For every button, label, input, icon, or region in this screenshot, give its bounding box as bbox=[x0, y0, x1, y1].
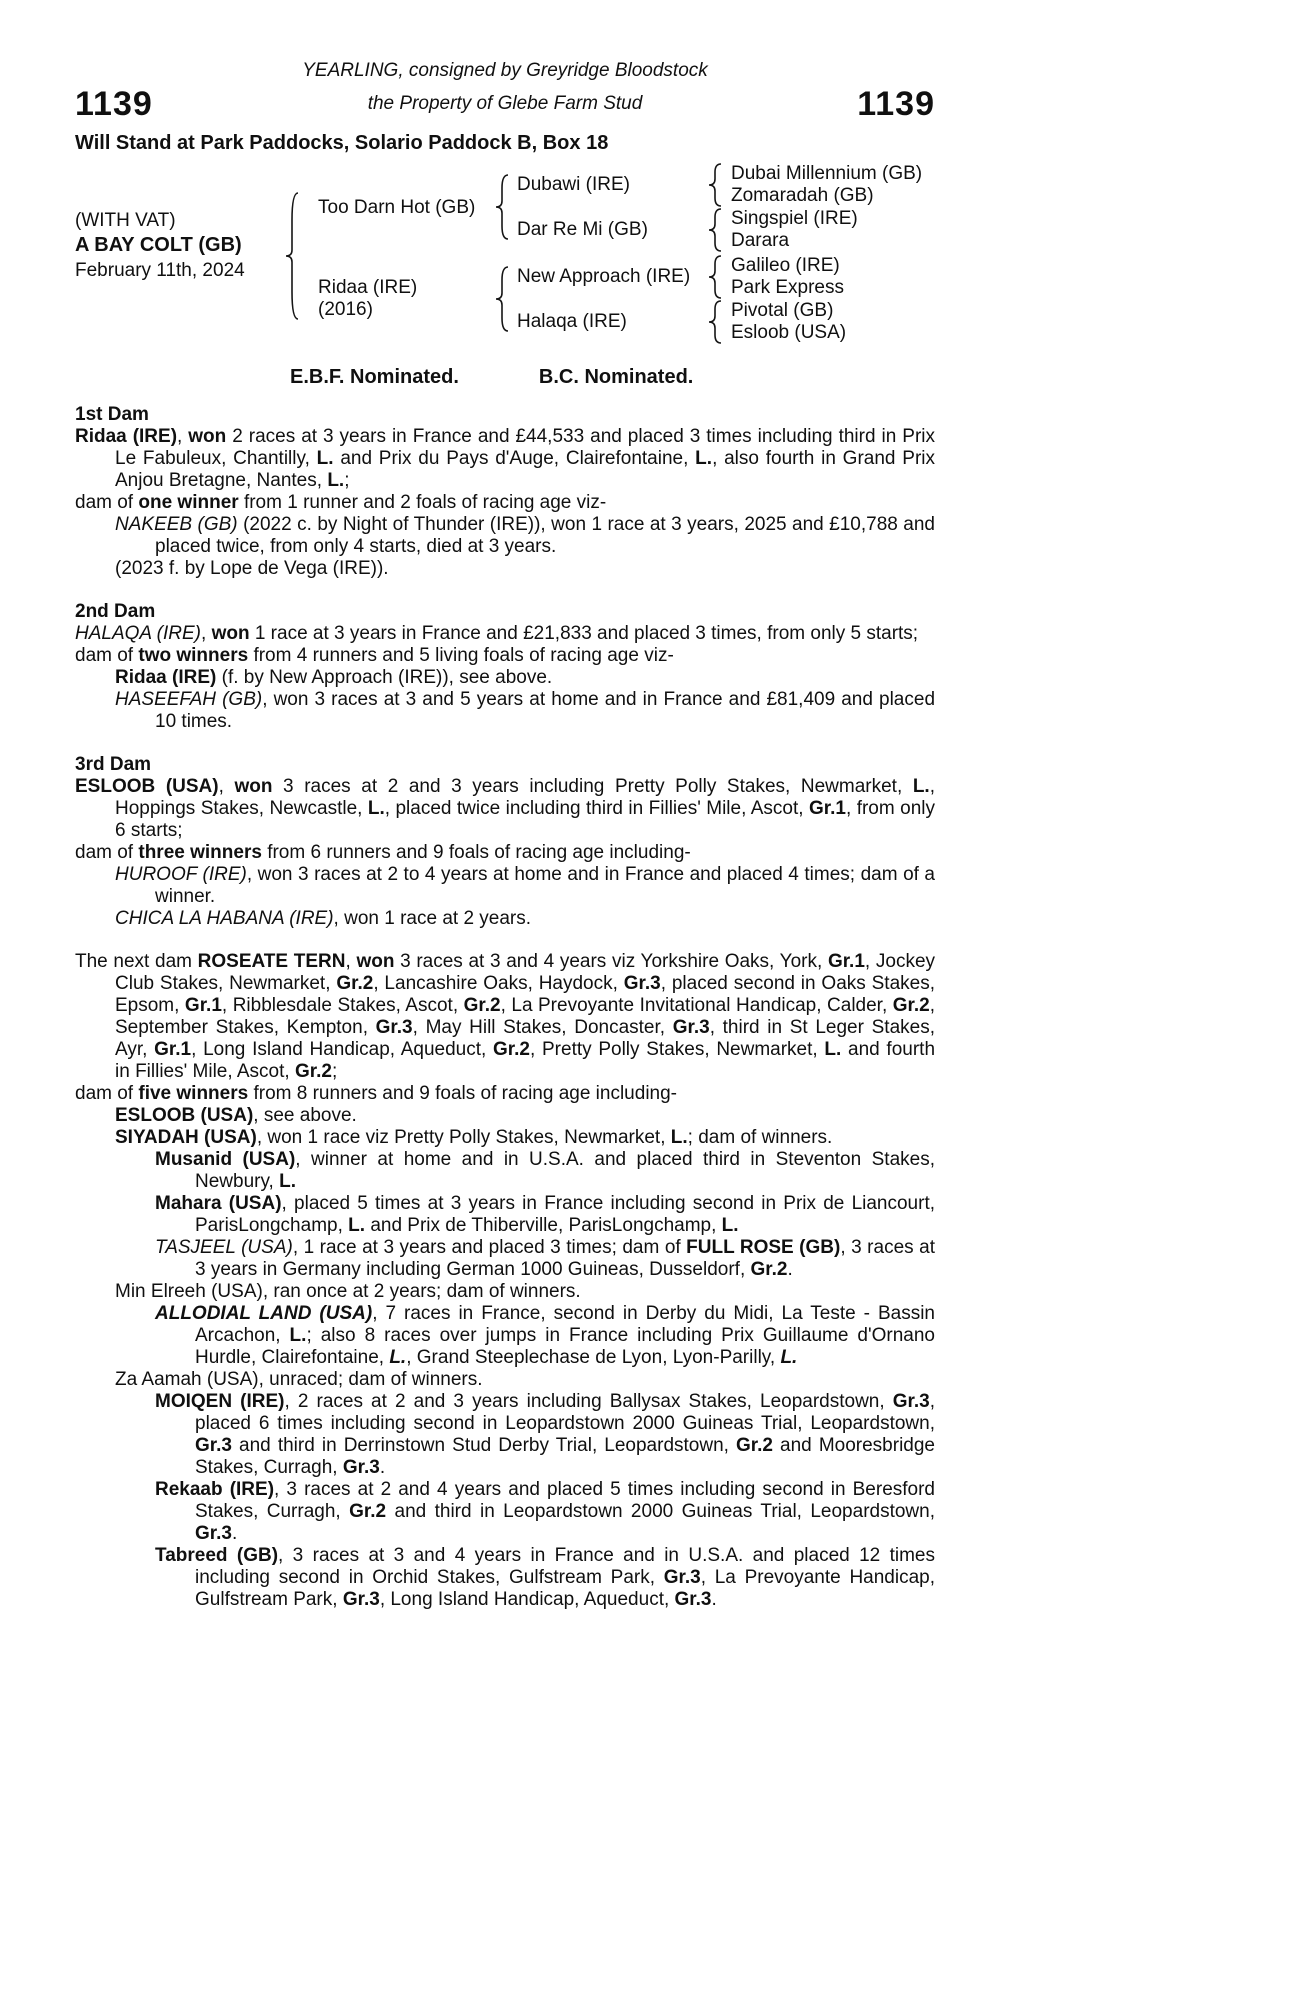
text-run: Min Elreeh (USA), ran once at 2 years; dam of winners. bbox=[115, 1281, 581, 1302]
text-run: Gr.2 bbox=[463, 995, 501, 1016]
section-heading: 1st Dam bbox=[75, 404, 149, 425]
pedigree-paragraph bbox=[75, 908, 935, 930]
pedigree-paragraph bbox=[75, 1479, 935, 1545]
property-line: the Property of Glebe Farm Stud bbox=[367, 93, 643, 114]
dam-sire: New Approach (IRE) bbox=[517, 266, 691, 287]
text-run: , May Hill Stakes, Doncaster, bbox=[412, 1017, 673, 1038]
text-run: dam of bbox=[75, 645, 139, 666]
great-grandparent-name: Park Express bbox=[731, 277, 844, 298]
text-run: won bbox=[211, 623, 250, 644]
pedigree-paragraph bbox=[75, 667, 935, 689]
text-run: , won 1 race at 2 years. bbox=[333, 908, 532, 929]
text-run: , Hoppings Stakes, Newcastle, bbox=[115, 776, 935, 819]
sire-sire-brace bbox=[708, 163, 722, 207]
text-run: L. bbox=[316, 448, 334, 469]
stand-location-line: Will Stand at Park Paddocks, Solario Paddock B, Box 18 bbox=[75, 132, 609, 154]
ebf-nominated-label: E.B.F. Nominated. bbox=[290, 366, 459, 388]
text-run: , Jockey Club Stakes, Newmarket, bbox=[115, 951, 936, 994]
text-run: MOIQEN (IRE) bbox=[155, 1391, 285, 1412]
pedigree-paragraph bbox=[75, 1303, 935, 1369]
dam-year: (2016) bbox=[318, 299, 373, 320]
text-run: L. bbox=[695, 448, 713, 469]
dam-dam-brace bbox=[708, 300, 722, 344]
text-run: L. bbox=[367, 798, 385, 819]
great-grandparent-name: Zomaradah (GB) bbox=[731, 185, 874, 206]
text-run: L. bbox=[327, 470, 345, 491]
text-run: . bbox=[231, 1523, 238, 1544]
text-run: three winners bbox=[138, 842, 262, 863]
text-run: Gr.3 bbox=[375, 1017, 413, 1038]
text-run: , 3 races at 3 and 4 years in France and in U.S.A. and placed 12 times including second in Orchid Stakes, Gulfstream Park, bbox=[195, 1545, 935, 1588]
text-run: , see above. bbox=[253, 1105, 357, 1126]
great-grandparent-name: Galileo (IRE) bbox=[731, 255, 840, 276]
pedigree-paragraph bbox=[75, 492, 935, 514]
text-run: Ridaa (IRE) bbox=[75, 426, 178, 447]
lot-number-left: 1139 bbox=[75, 85, 153, 123]
text-run: 3 races at 2 and 3 years including Pretty Polly Stakes, Newmarket, bbox=[272, 776, 913, 797]
pedigree-paragraph bbox=[75, 776, 935, 842]
text-run: L. bbox=[279, 1171, 297, 1192]
pedigree-paragraph bbox=[75, 1391, 935, 1479]
sire-dam: Dar Re Mi (GB) bbox=[517, 219, 648, 240]
text-run: (f. by New Approach (IRE)), see above. bbox=[216, 667, 553, 688]
text-run: , from only 6 starts; bbox=[115, 798, 935, 841]
text-run: Gr.1 bbox=[809, 798, 846, 819]
colt-name: A BAY COLT (GB) bbox=[75, 234, 242, 256]
text-run: Gr.3 bbox=[342, 1589, 380, 1610]
text-run: , Pretty Polly Stakes, Newmarket, bbox=[530, 1039, 825, 1060]
text-run: dam of bbox=[75, 842, 139, 863]
text-run: ; bbox=[344, 470, 350, 491]
text-run: CHICA LA HABANA (IRE) bbox=[115, 908, 334, 929]
text-run: five winners bbox=[138, 1083, 249, 1104]
text-run: , Grand Steeplechase de Lyon, Lyon-Parilly, bbox=[406, 1347, 781, 1368]
text-run: and third in Leopardstown 2000 Guineas Trial, Leopardstown, bbox=[386, 1501, 935, 1522]
text-run: and Prix de Thiberville, ParisLongchamp, bbox=[365, 1215, 722, 1236]
lot-number-right: 1139 bbox=[857, 85, 935, 123]
text-run: Gr.3 bbox=[672, 1017, 710, 1038]
text-run: , placed 5 times at 3 years in France including second in Prix de Liancourt, ParisLongchamp, bbox=[195, 1193, 936, 1236]
text-run: won bbox=[188, 426, 227, 447]
dam-section bbox=[75, 754, 935, 930]
text-run: from 8 runners and 9 foals of racing age including- bbox=[248, 1083, 678, 1104]
text-run: , bbox=[218, 776, 235, 797]
text-run: Gr.1 bbox=[184, 995, 222, 1016]
text-run: SIYADAH (USA) bbox=[115, 1127, 257, 1148]
dam-section bbox=[75, 404, 935, 580]
text-run: , Lancashire Oaks, Haydock, bbox=[373, 973, 624, 994]
text-run: 3 races at 3 and 4 years viz Yorkshire Oaks, York, bbox=[394, 951, 828, 972]
pedigree-paragraph bbox=[75, 426, 935, 492]
text-run: Mahara (USA) bbox=[155, 1193, 282, 1214]
pedigree-paragraph bbox=[75, 514, 935, 558]
text-run: , Long Island Handicap, Aqueduct, bbox=[379, 1589, 675, 1610]
text-run: ESLOOB (USA) bbox=[115, 1105, 254, 1126]
text-run: Gr.3 bbox=[674, 1589, 712, 1610]
text-run: , bbox=[177, 426, 189, 447]
text-run: Gr.2 bbox=[294, 1061, 332, 1082]
text-run: Gr.1 bbox=[827, 951, 865, 972]
text-run: Rekaab (IRE) bbox=[155, 1479, 275, 1500]
text-run: , La Prevoyante Invitational Handicap, Calder, bbox=[500, 995, 893, 1016]
text-run: , won 3 races at 3 and 5 years at home and in France and £81,409 and placed 10 times. bbox=[155, 689, 936, 732]
dam-brace bbox=[495, 266, 509, 332]
text-run: , 3 races at 2 and 4 years and placed 5 times including second in Beresford Stakes, Curragh, bbox=[195, 1479, 935, 1522]
sire-sire: Dubawi (IRE) bbox=[517, 174, 630, 195]
text-run: L. bbox=[670, 1127, 688, 1148]
text-run: TASJEEL (USA) bbox=[155, 1237, 293, 1258]
consignor-line: YEARLING, consigned by Greyridge Bloodstock bbox=[302, 60, 708, 81]
text-run: Gr.2 bbox=[493, 1039, 530, 1060]
text-run: HUROOF (IRE) bbox=[115, 864, 247, 885]
text-run: , placed second in Oaks Stakes, Epsom, bbox=[115, 973, 935, 1016]
text-run: HASEEFAH (GB) bbox=[115, 689, 263, 710]
section-heading: 2nd Dam bbox=[75, 601, 156, 622]
text-run: NAKEEB (GB) bbox=[115, 514, 238, 535]
pedigree-paragraph bbox=[75, 1193, 935, 1237]
text-run: L. bbox=[389, 1347, 407, 1368]
pedigree-paragraph bbox=[75, 1281, 935, 1303]
text-run: , September Stakes, Kempton, bbox=[115, 995, 935, 1038]
dam-section bbox=[75, 601, 935, 733]
text-run: dam of bbox=[75, 1083, 139, 1104]
text-run: ALLODIAL LAND (USA) bbox=[155, 1303, 373, 1324]
text-run: Ridaa (IRE) bbox=[115, 667, 217, 688]
text-run: Gr.2 bbox=[349, 1501, 387, 1522]
text-run: L. bbox=[348, 1215, 366, 1236]
text-run: and third in Derrinstown Stud Derby Trial, Leopardstown, bbox=[231, 1435, 736, 1456]
pedigree-paragraph bbox=[75, 1127, 935, 1149]
dam-section bbox=[75, 951, 935, 1611]
pedigree-paragraph bbox=[75, 1149, 935, 1193]
text-run: HALAQA (IRE) bbox=[75, 623, 201, 644]
text-run: Gr.2 bbox=[736, 1435, 773, 1456]
text-run: L. bbox=[912, 776, 930, 797]
text-run: and fourth in Fillies' Mile, Ascot, bbox=[115, 1039, 936, 1082]
colt-block bbox=[75, 208, 245, 283]
text-run: Gr.2 bbox=[336, 973, 374, 994]
vat-note: (WITH VAT) bbox=[75, 210, 176, 231]
text-run: won bbox=[234, 776, 273, 797]
text-run: , bbox=[201, 623, 212, 644]
text-run: . bbox=[379, 1457, 386, 1478]
text-run: from 1 runner and 2 foals of racing age viz- bbox=[238, 492, 607, 513]
text-run: Gr.3 bbox=[342, 1457, 380, 1478]
text-run: The next dam bbox=[75, 951, 198, 972]
text-run: Tabreed (GB) bbox=[155, 1545, 279, 1566]
text-run: Gr.2 bbox=[750, 1259, 788, 1280]
pedigree-paragraph bbox=[75, 1369, 935, 1391]
text-run: Gr.3 bbox=[195, 1435, 232, 1456]
dam-sire-brace bbox=[708, 255, 722, 299]
pedigree-paragraph bbox=[75, 1237, 935, 1281]
pedigree-paragraph bbox=[75, 689, 935, 733]
text-run: from 4 runners and 5 living foals of racing age viz- bbox=[248, 645, 674, 666]
text-run: Za Aamah (USA), unraced; dam of winners. bbox=[115, 1369, 483, 1390]
text-run: , 2 races at 2 and 3 years including Ballysax Stakes, Leopardstown, bbox=[284, 1391, 893, 1412]
section-heading: 3rd Dam bbox=[75, 754, 152, 775]
great-grandparent-name: Pivotal (GB) bbox=[731, 300, 834, 321]
text-run: L. bbox=[721, 1215, 739, 1236]
bc-nominated-label: B.C. Nominated. bbox=[538, 366, 694, 388]
text-run: and Prix du Pays d'Auge, Clairefontaine, bbox=[333, 448, 696, 469]
text-run: FULL ROSE (GB) bbox=[686, 1237, 841, 1258]
text-run: , placed 6 times including second in Leopardstown 2000 Guineas Trial, Leopardstown, bbox=[195, 1391, 936, 1434]
text-run: L. bbox=[780, 1347, 798, 1368]
pedigree-paragraph bbox=[75, 951, 935, 1083]
text-run: , Long Island Handicap, Aqueduct, bbox=[191, 1039, 494, 1060]
pedigree-paragraph bbox=[75, 1105, 935, 1127]
text-run: Gr.3 bbox=[663, 1567, 701, 1588]
text-run: , won 3 races at 2 to 4 years at home and in France and placed 4 times; dam of a winner. bbox=[155, 864, 936, 907]
colt-brace bbox=[285, 192, 299, 320]
text-run: Gr.3 bbox=[195, 1523, 232, 1544]
great-grandparent-name: Singspiel (IRE) bbox=[731, 208, 858, 229]
text-run: ROSEATE TERN bbox=[197, 951, 346, 972]
nominations-row bbox=[290, 366, 935, 388]
text-run: , won 1 race viz Pretty Polly Stakes, Newmarket, bbox=[256, 1127, 671, 1148]
text-run: , Ribblesdale Stakes, Ascot, bbox=[221, 995, 464, 1016]
text-run: and Mooresbridge Stakes, Curragh, bbox=[195, 1435, 935, 1478]
text-run: . bbox=[711, 1589, 717, 1610]
text-run: 2 races at 3 years in France and £44,533 and placed 3 times including third in Prix Le Fabuleux, Chantilly, bbox=[115, 426, 935, 469]
lot-row bbox=[75, 84, 935, 124]
text-run: , bbox=[345, 951, 357, 972]
text-run: ; bbox=[331, 1061, 338, 1082]
text-run: , 1 race at 3 years and placed 3 times; dam of bbox=[292, 1237, 687, 1258]
pedigree-paragraph bbox=[75, 623, 935, 645]
text-run: ESLOOB (USA) bbox=[75, 776, 219, 797]
sire-name: Too Darn Hot (GB) bbox=[318, 197, 476, 218]
text-run: from 6 runners and 9 foals of racing age including- bbox=[261, 842, 691, 863]
pedigree-paragraph bbox=[75, 864, 935, 908]
dam-name: Ridaa (IRE) bbox=[318, 277, 418, 298]
text-run: Gr.1 bbox=[154, 1039, 192, 1060]
great-grandparent-name: Darara bbox=[731, 230, 790, 251]
sire-dam-brace bbox=[708, 208, 722, 252]
catalogue-body bbox=[75, 404, 935, 1611]
text-run: (2022 c. by Night of Thunder (IRE)), won 1 race at 3 years, 2025 and £10,788 and placed twice, from only 4 starts, died at 3 years. bbox=[155, 514, 935, 557]
great-grandparent-name: Esloob (USA) bbox=[731, 322, 847, 343]
text-run: , 7 races in France, second in Derby du Midi, La Teste - Bassin Arcachon, bbox=[195, 1303, 935, 1346]
text-run: Gr.3 bbox=[892, 1391, 930, 1412]
text-run: won bbox=[356, 951, 395, 972]
text-run: , third in St Leger Stakes, Ayr, bbox=[115, 1017, 935, 1060]
text-run: one winner bbox=[138, 492, 239, 513]
text-run: ; also 8 races over jumps in France including Prix Guillaume d'Ornano Hurdle, Clairefontaine, bbox=[195, 1325, 935, 1368]
text-run: Musanid (USA) bbox=[155, 1149, 296, 1170]
pedigree-table bbox=[75, 160, 935, 352]
text-run: two winners bbox=[138, 645, 249, 666]
dam-block bbox=[318, 277, 417, 321]
text-run: Gr.3 bbox=[623, 973, 661, 994]
pedigree-paragraph bbox=[75, 645, 935, 667]
text-run: ; dam of winners. bbox=[687, 1127, 833, 1148]
sire-brace bbox=[495, 174, 509, 240]
text-run: dam of bbox=[75, 492, 139, 513]
text-run: L. bbox=[289, 1325, 307, 1346]
text-run: , 3 races at 3 years in Germany including German 1000 Guineas, Dusseldorf, bbox=[195, 1237, 935, 1280]
text-run: . bbox=[787, 1259, 793, 1280]
page-content bbox=[75, 0, 935, 1611]
pedigree-paragraph bbox=[75, 1545, 935, 1611]
dam-dam: Halaqa (IRE) bbox=[517, 311, 627, 332]
text-run: , placed twice including third in Fillies' Mile, Ascot, bbox=[384, 798, 809, 819]
text-run: 1 race at 3 years in France and £21,833 and placed 3 times, from only 5 starts; bbox=[249, 623, 919, 644]
great-grandparent-name: Dubai Millennium (GB) bbox=[731, 163, 923, 184]
pedigree-paragraph bbox=[75, 558, 935, 580]
pedigree-paragraph bbox=[75, 842, 935, 864]
pedigree-paragraph bbox=[75, 1083, 935, 1105]
text-run: L. bbox=[824, 1039, 842, 1060]
text-run: , also fourth in Grand Prix Anjou Bretagne, Nantes, bbox=[115, 448, 935, 491]
colt-foaling-date: February 11th, 2024 bbox=[75, 260, 245, 281]
text-run: Gr.2 bbox=[892, 995, 930, 1016]
text-run: (2023 f. by Lope de Vega (IRE)). bbox=[115, 558, 389, 579]
text-run: , La Prevoyante Handicap, Gulfstream Park, bbox=[195, 1567, 936, 1610]
text-run: , winner at home and in U.S.A. and placed third in Steventon Stakes, Newbury, bbox=[195, 1149, 935, 1192]
